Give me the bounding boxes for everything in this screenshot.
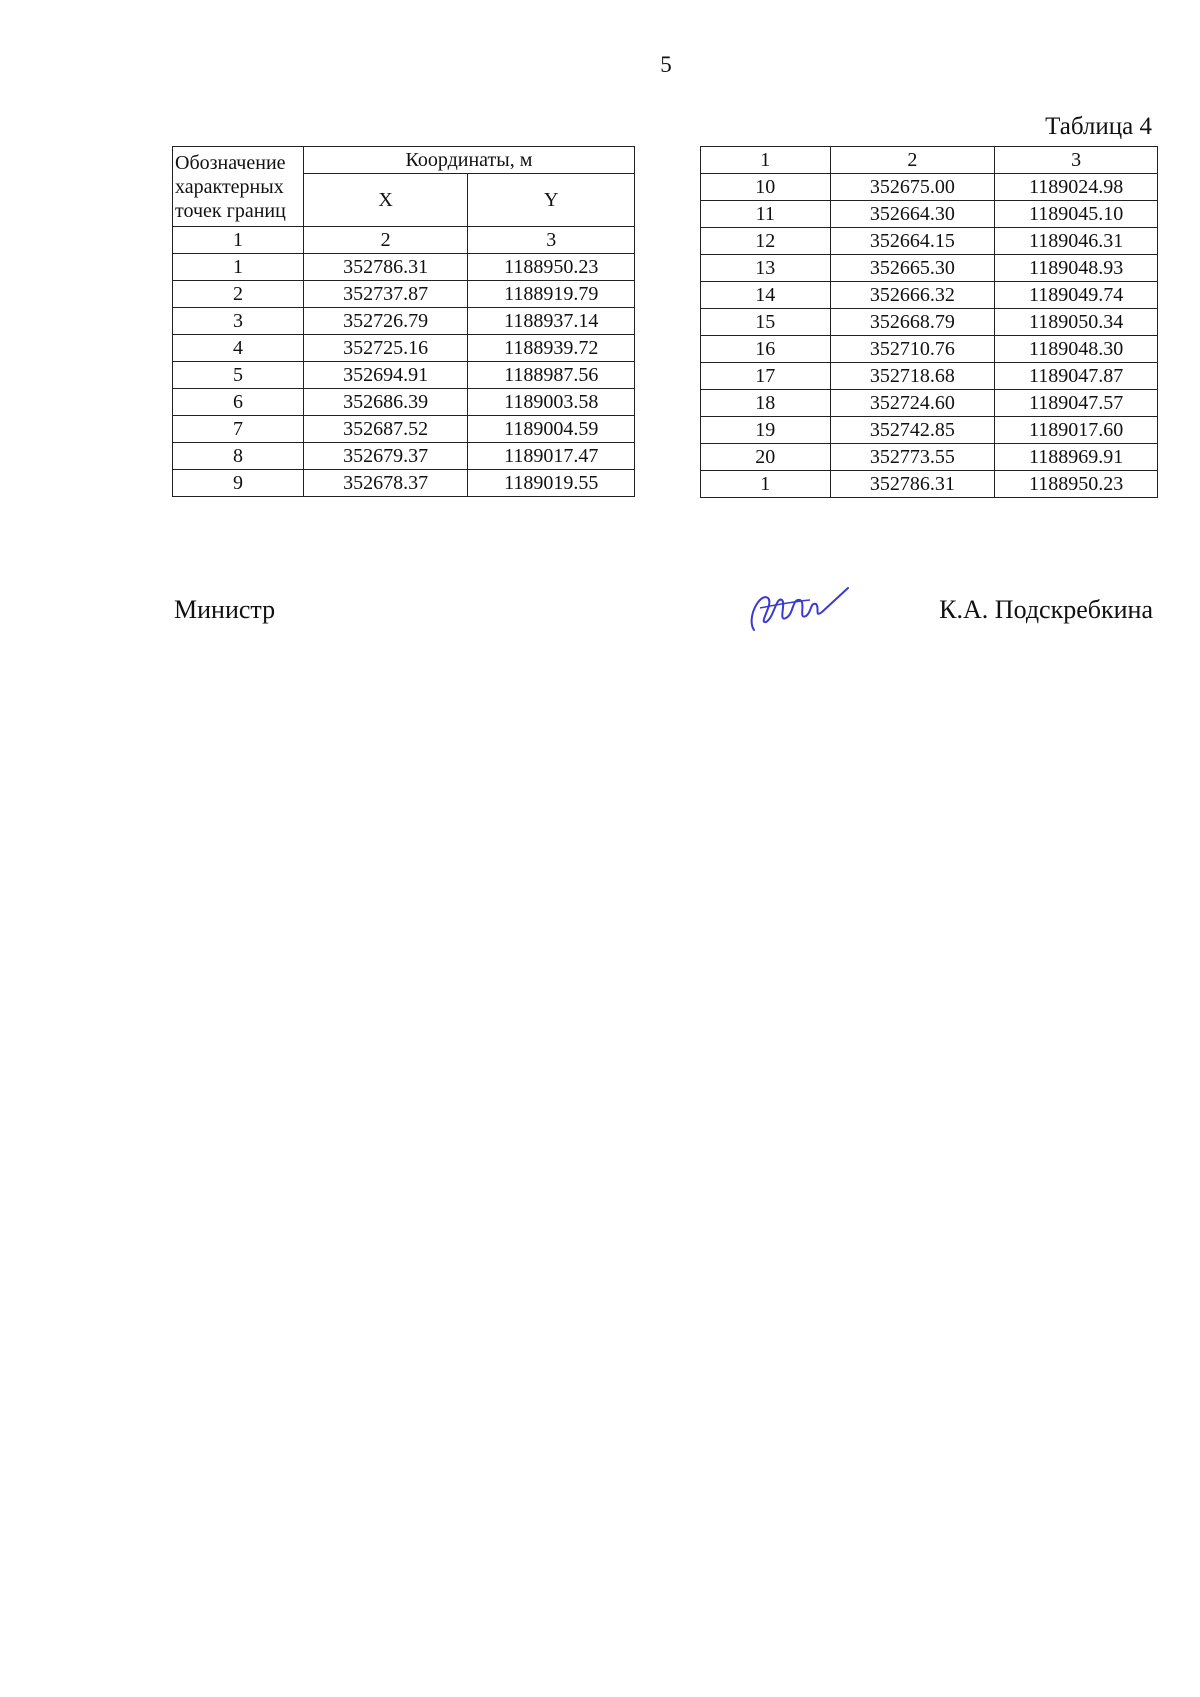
point-number: 12 bbox=[701, 228, 831, 255]
coordinate-y: 1189017.60 bbox=[995, 417, 1158, 444]
coordinate-y: 1188987.56 bbox=[468, 362, 635, 389]
coordinate-x: 352710.76 bbox=[830, 336, 995, 363]
table-row bbox=[701, 390, 1158, 417]
coordinate-y: 1189048.30 bbox=[995, 336, 1158, 363]
coordinate-y: 1188969.91 bbox=[995, 444, 1158, 471]
table-row bbox=[701, 174, 1158, 201]
table-row bbox=[701, 417, 1158, 444]
point-number: 4 bbox=[173, 335, 304, 362]
coordinate-x: 352675.00 bbox=[830, 174, 995, 201]
point-number: 15 bbox=[701, 309, 831, 336]
column-number: 1 bbox=[173, 227, 304, 254]
point-number: 1 bbox=[173, 254, 304, 281]
point-number: 16 bbox=[701, 336, 831, 363]
coordinate-y: 1189024.98 bbox=[995, 174, 1158, 201]
coordinate-y: 1189047.87 bbox=[995, 363, 1158, 390]
table-row bbox=[173, 254, 635, 281]
coordinate-y: 1188937.14 bbox=[468, 308, 635, 335]
coordinate-y: 1189017.47 bbox=[468, 443, 635, 470]
table-row bbox=[173, 443, 635, 470]
point-number: 13 bbox=[701, 255, 831, 282]
point-number: 14 bbox=[701, 282, 831, 309]
coordinates-table-left bbox=[172, 146, 635, 497]
table-row bbox=[173, 416, 635, 443]
coordinate-x: 352694.91 bbox=[303, 362, 468, 389]
column-number: 1 bbox=[701, 147, 831, 174]
coordinate-x: 352725.16 bbox=[303, 335, 468, 362]
table-caption: Таблица 4 bbox=[1045, 113, 1152, 140]
coordinate-x: 352664.15 bbox=[830, 228, 995, 255]
table-row bbox=[701, 228, 1158, 255]
coordinate-y: 1188939.72 bbox=[468, 335, 635, 362]
table-row bbox=[701, 444, 1158, 471]
point-number: 8 bbox=[173, 443, 304, 470]
column-numbers-row bbox=[173, 227, 635, 254]
point-number: 6 bbox=[173, 389, 304, 416]
handwritten-signature bbox=[740, 578, 850, 638]
table-row bbox=[173, 308, 635, 335]
coordinate-x: 352786.31 bbox=[303, 254, 468, 281]
coordinate-y: 1189045.10 bbox=[995, 201, 1158, 228]
coordinate-x: 352726.79 bbox=[303, 308, 468, 335]
coordinate-y: 1189050.34 bbox=[995, 309, 1158, 336]
coordinate-y: 1189003.58 bbox=[468, 389, 635, 416]
coordinate-x: 352742.85 bbox=[830, 417, 995, 444]
point-number: 18 bbox=[701, 390, 831, 417]
coordinate-y: 1188950.23 bbox=[995, 471, 1158, 498]
point-number: 10 bbox=[701, 174, 831, 201]
signer-name: К.А. Подскребкина bbox=[939, 595, 1153, 624]
table-row bbox=[701, 363, 1158, 390]
coordinate-x: 352678.37 bbox=[303, 470, 468, 497]
table-row bbox=[173, 362, 635, 389]
coordinate-x: 352679.37 bbox=[303, 443, 468, 470]
column-number: 3 bbox=[995, 147, 1158, 174]
column-number: 3 bbox=[468, 227, 635, 254]
column-numbers-row bbox=[701, 147, 1158, 174]
coordinate-x: 352718.68 bbox=[830, 363, 995, 390]
coordinate-x: 352686.39 bbox=[303, 389, 468, 416]
table-row bbox=[701, 201, 1158, 228]
table-row bbox=[173, 470, 635, 497]
point-number: 20 bbox=[701, 444, 831, 471]
coordinate-y: 1188919.79 bbox=[468, 281, 635, 308]
point-number: 7 bbox=[173, 416, 304, 443]
coordinate-x: 352666.32 bbox=[830, 282, 995, 309]
table-row bbox=[701, 336, 1158, 363]
coordinate-y: 1189048.93 bbox=[995, 255, 1158, 282]
coordinates-table-right bbox=[700, 146, 1158, 498]
table-row bbox=[701, 282, 1158, 309]
coordinate-y: 1189047.57 bbox=[995, 390, 1158, 417]
point-number: 17 bbox=[701, 363, 831, 390]
header-coordinates: Координаты, м bbox=[303, 147, 634, 174]
point-number: 3 bbox=[173, 308, 304, 335]
header-x: X bbox=[303, 174, 468, 227]
point-number: 1 bbox=[701, 471, 831, 498]
coordinate-y: 1188950.23 bbox=[468, 254, 635, 281]
coordinate-x: 352773.55 bbox=[830, 444, 995, 471]
table-row bbox=[701, 309, 1158, 336]
coordinate-y: 1189046.31 bbox=[995, 228, 1158, 255]
header-y: Y bbox=[468, 174, 635, 227]
coordinate-x: 352668.79 bbox=[830, 309, 995, 336]
coordinate-x: 352664.30 bbox=[830, 201, 995, 228]
column-number: 2 bbox=[830, 147, 995, 174]
table-row bbox=[701, 471, 1158, 498]
table-row bbox=[701, 255, 1158, 282]
table-row bbox=[173, 335, 635, 362]
coordinate-y: 1189004.59 bbox=[468, 416, 635, 443]
table-row bbox=[173, 281, 635, 308]
page-number: 5 bbox=[660, 52, 672, 77]
coordinate-x: 352665.30 bbox=[830, 255, 995, 282]
coordinate-x: 352786.31 bbox=[830, 471, 995, 498]
position-title: Министр bbox=[174, 595, 276, 624]
column-number: 2 bbox=[303, 227, 468, 254]
point-number: 9 bbox=[173, 470, 304, 497]
header-designation: Обозначение характерных точек границ bbox=[173, 147, 304, 227]
coordinate-x: 352737.87 bbox=[303, 281, 468, 308]
point-number: 5 bbox=[173, 362, 304, 389]
coordinate-x: 352724.60 bbox=[830, 390, 995, 417]
point-number: 2 bbox=[173, 281, 304, 308]
coordinate-y: 1189019.55 bbox=[468, 470, 635, 497]
point-number: 11 bbox=[701, 201, 831, 228]
point-number: 19 bbox=[701, 417, 831, 444]
coordinate-y: 1189049.74 bbox=[995, 282, 1158, 309]
coordinate-x: 352687.52 bbox=[303, 416, 468, 443]
table-row bbox=[173, 389, 635, 416]
